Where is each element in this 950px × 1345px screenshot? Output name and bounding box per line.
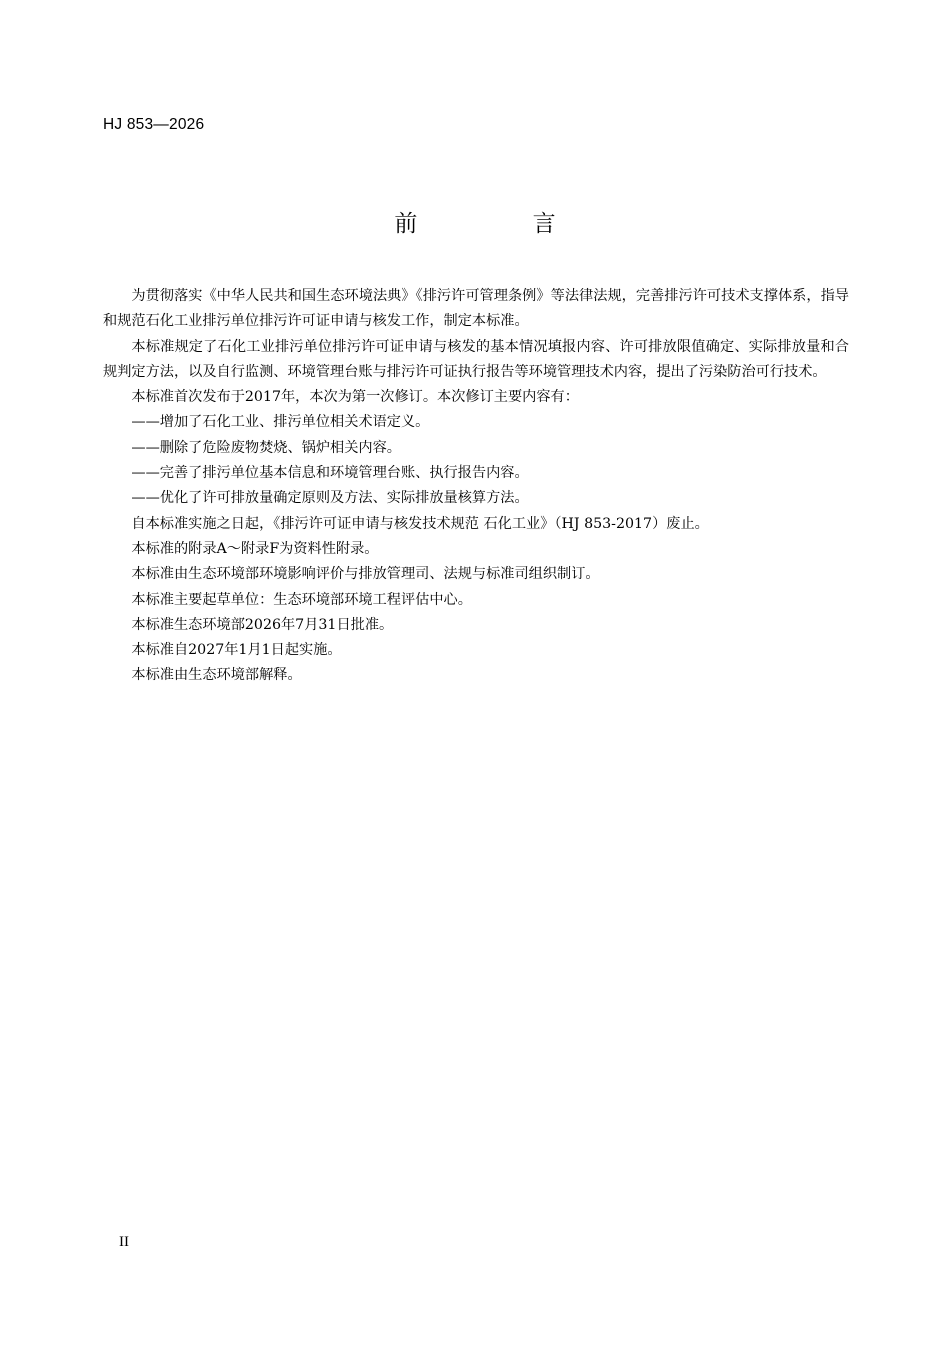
page-number: II bbox=[119, 1234, 129, 1250]
standard-code: HJ 853—2026 bbox=[103, 116, 205, 133]
paragraph-organizer: 本标准由生态环境部环境影响评价与排放管理司、法规与标准司组织制订。 bbox=[131, 566, 600, 583]
paragraph-interpretation: 本标准由生态环境部解释。 bbox=[131, 667, 302, 684]
paragraph-purpose: 为贯彻落实《中华人民共和国生态环境法典》《排污许可管理条例》等法律法规，完善排污许可技术支撑体系，指导和规范石化工业排污单位排污许可证申请与核发工作，制定本标准。 bbox=[103, 288, 849, 330]
paragraph-revision-history: 本标准首次发布于2017年，本次为第一次修订。本次修订主要内容有： bbox=[131, 389, 579, 406]
revision-item: ——完善了排污单位基本信息和环境管理台账、执行报告内容。 bbox=[131, 465, 529, 482]
revision-item: ——删除了危险废物焚烧、锅炉相关内容。 bbox=[131, 439, 401, 456]
paragraph-drafting-unit: 本标准主要起草单位：生态环境部环境工程评估中心。 bbox=[131, 591, 472, 608]
paragraph-abolished-standard: 自本标准实施之日起，《排污许可证申请与核发技术规范 石化工业》（HJ 853-2017）废止。 bbox=[131, 515, 709, 532]
paragraph-effective-date: 本标准自2027年1月1日起实施。 bbox=[131, 642, 342, 659]
paragraph-approval-date: 本标准生态环境部2026年7月31日批准。 bbox=[131, 616, 394, 633]
paragraph-appendix: 本标准的附录A～附录F为资料性附录。 bbox=[131, 540, 379, 557]
revision-item: ——增加了石化工业、排污单位相关术语定义。 bbox=[131, 414, 430, 431]
foreword-body bbox=[103, 284, 849, 689]
paragraph-scope: 本标准规定了石化工业排污单位排污许可证申请与核发的基本情况填报内容、许可排放限值确定、实际排放量和合规判定方法，以及自行监测、环境管理台账与排污许可证执行报告等环境管理技术内容，提出了污染防治可行技术。 bbox=[103, 338, 849, 380]
revision-item: ——优化了许可排放量确定原则及方法、实际排放量核算方法。 bbox=[131, 490, 529, 507]
page-title: 前 言 bbox=[394, 211, 610, 237]
